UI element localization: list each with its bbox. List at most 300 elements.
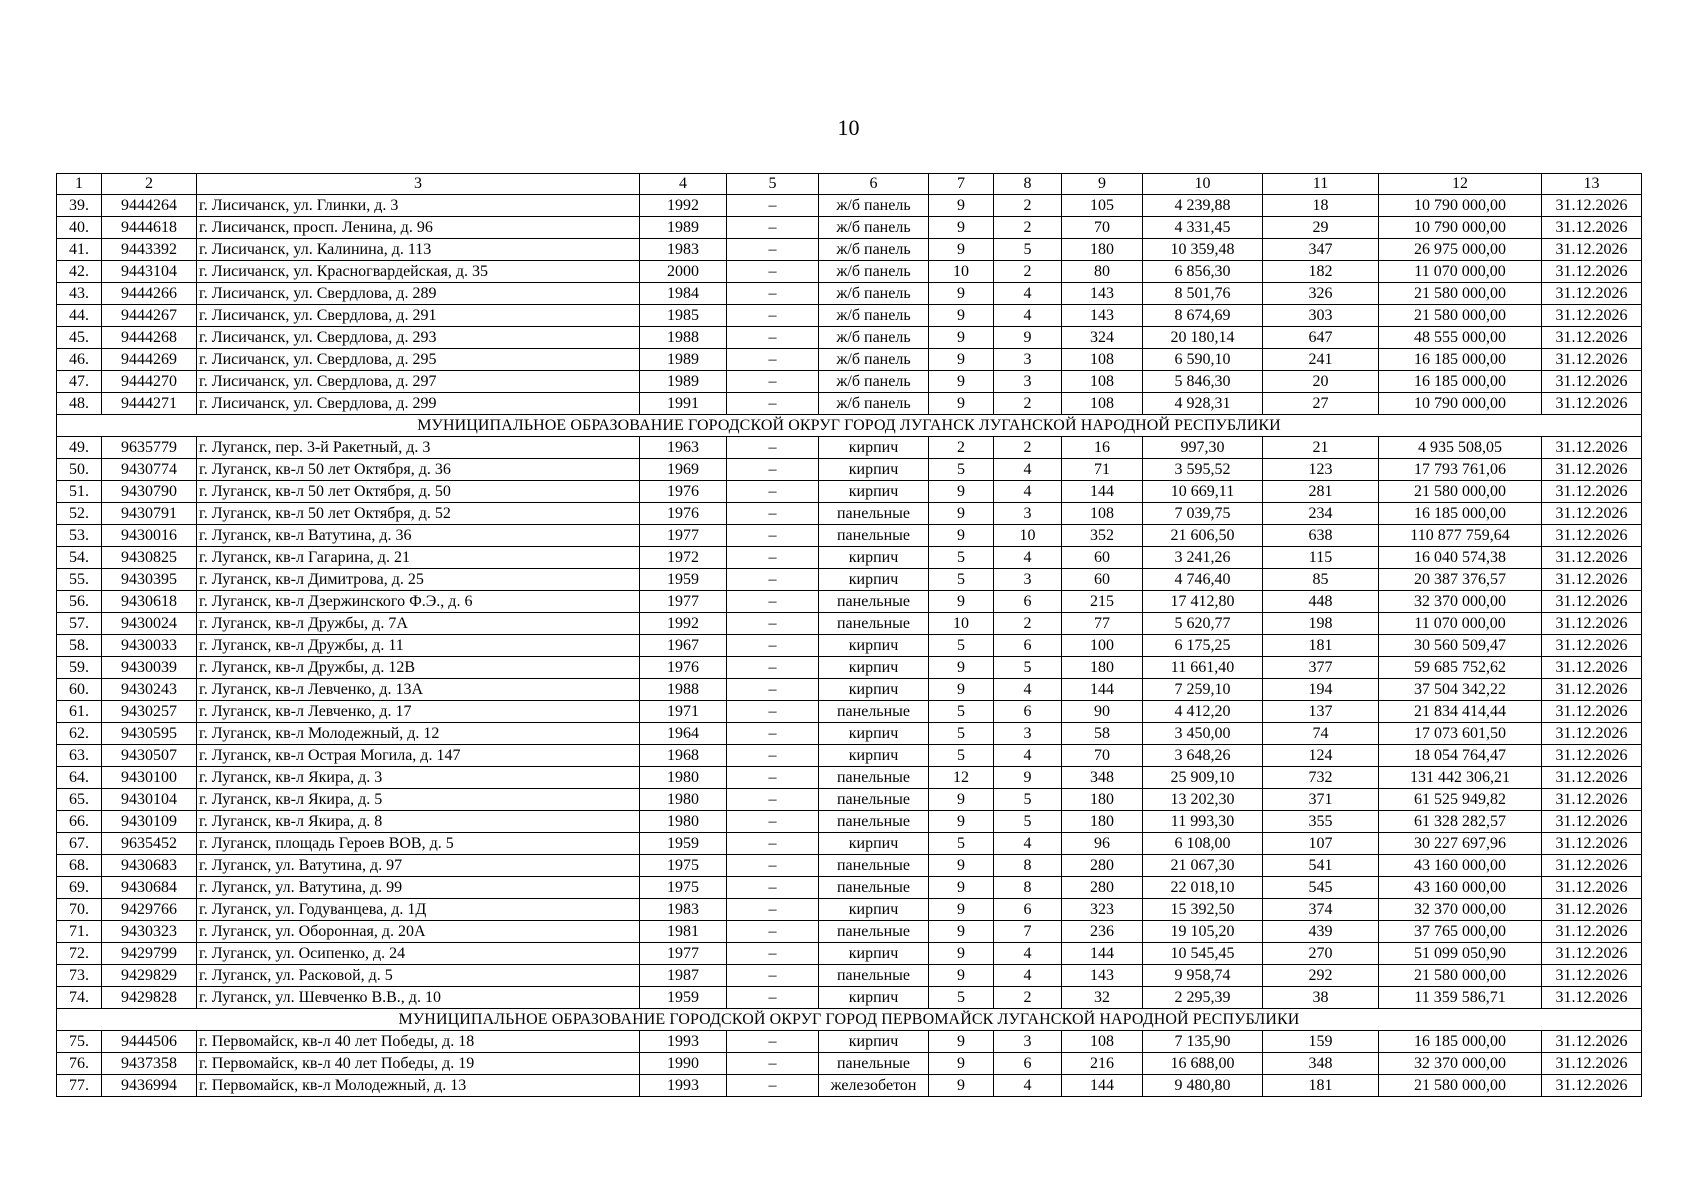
table-cell: г. Лисичанск, ул. Глинки, д. 3 [197, 195, 640, 217]
table-cell: 3 [994, 371, 1062, 393]
table-cell: 9430033 [102, 635, 197, 657]
table-cell: 10 359,48 [1143, 239, 1263, 261]
table-cell: г. Луганск, кв-л 50 лет Октября, д. 36 [197, 459, 640, 481]
table-cell: ж/б панель [819, 305, 929, 327]
table-cell: 17 412,80 [1143, 591, 1263, 613]
table-cell: – [727, 239, 819, 261]
table-cell: 1959 [640, 569, 727, 591]
table-cell: ж/б панель [819, 371, 929, 393]
table-cell: – [727, 1075, 819, 1097]
table-cell: 65. [57, 789, 102, 811]
table-cell: 2 [929, 437, 994, 459]
table-cell: 31.12.2026 [1542, 987, 1642, 1009]
table-cell: г. Лисичанск, ул. Свердлова, д. 289 [197, 283, 640, 305]
table-cell: 31.12.2026 [1542, 283, 1642, 305]
table-cell: 51 099 050,90 [1379, 943, 1542, 965]
table-cell: 105 [1062, 195, 1143, 217]
table-cell: 6 108,00 [1143, 833, 1263, 855]
table-cell: 43 160 000,00 [1379, 855, 1542, 877]
table-cell: – [727, 481, 819, 503]
table-cell: 71 [1062, 459, 1143, 481]
table-cell: 10 [994, 525, 1062, 547]
table-cell: 3 [994, 569, 1062, 591]
table-cell: 5 [994, 657, 1062, 679]
table-cell: 9635452 [102, 833, 197, 855]
table-cell: 10 669,11 [1143, 481, 1263, 503]
table-cell: 80 [1062, 261, 1143, 283]
section-title: МУНИЦИПАЛЬНОЕ ОБРАЗОВАНИЕ ГОРОДСКОЙ ОКРУГ ГОРОД ЛУГАНСК ЛУГАНСКОЙ НАРОДНОЙ РЕСПУБЛИКИ [57, 415, 1642, 437]
table-cell: г. Луганск, кв-л Якира, д. 8 [197, 811, 640, 833]
table-cell: 732 [1263, 767, 1379, 789]
table-cell: 31.12.2026 [1542, 327, 1642, 349]
table-cell: 1975 [640, 877, 727, 899]
table-cell: 32 370 000,00 [1379, 1053, 1542, 1075]
table-row [57, 811, 1642, 833]
table-cell: 48 555 000,00 [1379, 327, 1542, 349]
table-cell: 326 [1263, 283, 1379, 305]
table-cell: 74 [1263, 723, 1379, 745]
table-cell: ж/б панель [819, 393, 929, 415]
table-cell: 45. [57, 327, 102, 349]
table-cell: 439 [1263, 921, 1379, 943]
table-cell: 18 [1263, 195, 1379, 217]
table-cell: 9 [929, 921, 994, 943]
table-cell: 21 606,50 [1143, 525, 1263, 547]
table-cell: г. Луганск, ул. Осипенко, д. 24 [197, 943, 640, 965]
table-row [57, 679, 1642, 701]
table-cell: 143 [1062, 965, 1143, 987]
table-cell: 6 [994, 701, 1062, 723]
table-cell: кирпич [819, 943, 929, 965]
table-cell: 7 259,10 [1143, 679, 1263, 701]
table-cell: 123 [1263, 459, 1379, 481]
table-cell: кирпич [819, 657, 929, 679]
table-cell: 70 [1062, 745, 1143, 767]
table-cell: 9 [929, 1031, 994, 1053]
table-cell: панельные [819, 525, 929, 547]
table-cell: 9 [929, 899, 994, 921]
table-cell: 43. [57, 283, 102, 305]
table-cell: 371 [1263, 789, 1379, 811]
table-cell: – [727, 921, 819, 943]
table-cell: 1976 [640, 503, 727, 525]
table-cell: 85 [1263, 569, 1379, 591]
table-row [57, 437, 1642, 459]
table-cell: ж/б панель [819, 327, 929, 349]
table-cell: 31.12.2026 [1542, 437, 1642, 459]
table-row [57, 833, 1642, 855]
table-cell: г. Луганск, кв-л Левченко, д. 13А [197, 679, 640, 701]
table-cell: 4 928,31 [1143, 393, 1263, 415]
table-cell: 9430790 [102, 481, 197, 503]
table-cell: 1980 [640, 811, 727, 833]
housing-table [56, 173, 1642, 1097]
table-cell: 9429766 [102, 899, 197, 921]
table-cell: г. Первомайск, кв-л 40 лет Победы, д. 18 [197, 1031, 640, 1053]
table-cell: 1971 [640, 701, 727, 723]
table-row [57, 393, 1642, 415]
table-cell: – [727, 261, 819, 283]
table-cell: 6 175,25 [1143, 635, 1263, 657]
table-cell: г. Лисичанск, ул. Свердлова, д. 299 [197, 393, 640, 415]
table-row [57, 789, 1642, 811]
table-cell: 180 [1062, 789, 1143, 811]
table-cell: г. Луганск, кв-л Дзержинского Ф.Э., д. 6 [197, 591, 640, 613]
table-cell: 180 [1062, 239, 1143, 261]
table-row [57, 195, 1642, 217]
table-cell: 9444266 [102, 283, 197, 305]
table-cell: 2 [994, 987, 1062, 1009]
table-cell: г. Луганск, кв-л Левченко, д. 17 [197, 701, 640, 723]
table-cell: 9635779 [102, 437, 197, 459]
table-cell: – [727, 437, 819, 459]
table-cell: г. Лисичанск, ул. Свердлова, д. 293 [197, 327, 640, 349]
table-cell: 62. [57, 723, 102, 745]
table-cell: 6 [994, 591, 1062, 613]
table-cell: 159 [1263, 1031, 1379, 1053]
table-cell: кирпич [819, 569, 929, 591]
table-cell: 31.12.2026 [1542, 547, 1642, 569]
table-cell: 5 [929, 547, 994, 569]
table-cell: 215 [1062, 591, 1143, 613]
table-cell: 21 580 000,00 [1379, 283, 1542, 305]
table-cell: – [727, 503, 819, 525]
table-cell: 74. [57, 987, 102, 1009]
table-cell: кирпич [819, 437, 929, 459]
table-cell: 9 [929, 239, 994, 261]
table-cell: 69. [57, 877, 102, 899]
table-cell: 107 [1263, 833, 1379, 855]
table-cell: 31.12.2026 [1542, 921, 1642, 943]
table-cell: 647 [1263, 327, 1379, 349]
column-header: 8 [994, 174, 1062, 195]
table-cell: 1976 [640, 657, 727, 679]
table-cell: 9430825 [102, 547, 197, 569]
table-cell: 9 [929, 811, 994, 833]
table-cell: 4 239,88 [1143, 195, 1263, 217]
table-cell: – [727, 899, 819, 921]
table-row [57, 239, 1642, 261]
table-cell: 53. [57, 525, 102, 547]
table-cell: 19 105,20 [1143, 921, 1263, 943]
table-cell: 31.12.2026 [1542, 261, 1642, 283]
table-cell: 4 [994, 459, 1062, 481]
table-cell: 16 040 574,38 [1379, 547, 1542, 569]
table-cell: 143 [1062, 305, 1143, 327]
table-cell: – [727, 591, 819, 613]
table-cell: 352 [1062, 525, 1143, 547]
table-cell: 31.12.2026 [1542, 723, 1642, 745]
table-cell: 1989 [640, 349, 727, 371]
table-cell: 31.12.2026 [1542, 855, 1642, 877]
table-cell: 10 [929, 613, 994, 635]
table-cell: 3 241,26 [1143, 547, 1263, 569]
table-cell: 31.12.2026 [1542, 657, 1642, 679]
table-cell: 9430039 [102, 657, 197, 679]
table-cell: – [727, 569, 819, 591]
table-cell: 39. [57, 195, 102, 217]
table-cell: 58. [57, 635, 102, 657]
table-cell: 2 [994, 613, 1062, 635]
table-cell: 1989 [640, 371, 727, 393]
table-cell: ж/б панель [819, 283, 929, 305]
table-cell: – [727, 613, 819, 635]
table-cell: 20 387 376,57 [1379, 569, 1542, 591]
table-cell: 9 [929, 195, 994, 217]
page-number: 10 [837, 115, 860, 140]
table-cell: 31.12.2026 [1542, 899, 1642, 921]
table-cell: 5 [929, 701, 994, 723]
table-cell: 9430016 [102, 525, 197, 547]
column-header: 4 [640, 174, 727, 195]
table-cell: – [727, 349, 819, 371]
table-cell: 59. [57, 657, 102, 679]
table-row [57, 525, 1642, 547]
column-header: 9 [1062, 174, 1143, 195]
table-cell: 108 [1062, 393, 1143, 415]
table-row [57, 481, 1642, 503]
table-cell: 15 392,50 [1143, 899, 1263, 921]
table-cell: 10 790 000,00 [1379, 393, 1542, 415]
table-cell: 124 [1263, 745, 1379, 767]
table-cell: г. Луганск, кв-л 50 лет Октября, д. 50 [197, 481, 640, 503]
table-cell: 8 674,69 [1143, 305, 1263, 327]
table-cell: 5 [929, 459, 994, 481]
table-cell: 16 [1062, 437, 1143, 459]
table-cell: панельные [819, 767, 929, 789]
table-cell: 9430109 [102, 811, 197, 833]
table-cell: 96 [1062, 833, 1143, 855]
table-cell: 2 [994, 261, 1062, 283]
table-cell: 541 [1263, 855, 1379, 877]
table-cell: – [727, 679, 819, 701]
table-cell: 348 [1062, 767, 1143, 789]
table-cell: 1964 [640, 723, 727, 745]
table-cell: 11 359 586,71 [1379, 987, 1542, 1009]
table-cell: 30 560 509,47 [1379, 635, 1542, 657]
table-cell: 9 480,80 [1143, 1075, 1263, 1097]
table-cell: 9 [929, 481, 994, 503]
table-cell: – [727, 789, 819, 811]
table-cell: 1959 [640, 987, 727, 1009]
table-cell: 20 [1263, 371, 1379, 393]
table-cell: 5 [929, 833, 994, 855]
table-cell: 21 [1263, 437, 1379, 459]
table-cell: г. Первомайск, кв-л Молодежный, д. 13 [197, 1075, 640, 1097]
table-cell: 77 [1062, 613, 1143, 635]
table-cell: 26 975 000,00 [1379, 239, 1542, 261]
table-cell: 1977 [640, 943, 727, 965]
table-cell: 1967 [640, 635, 727, 657]
table-cell: – [727, 833, 819, 855]
table-cell: кирпич [819, 833, 929, 855]
table-cell: 31.12.2026 [1542, 877, 1642, 899]
table-cell: 5 [994, 789, 1062, 811]
table-row [57, 305, 1642, 327]
column-header: 3 [197, 174, 640, 195]
table-cell: 9444268 [102, 327, 197, 349]
table-cell: 1969 [640, 459, 727, 481]
table-cell: 4 [994, 283, 1062, 305]
column-header: 5 [727, 174, 819, 195]
table-cell: 180 [1062, 811, 1143, 833]
table-cell: ж/б панель [819, 349, 929, 371]
table-cell: 1987 [640, 965, 727, 987]
table-cell: 6 [994, 899, 1062, 921]
table-cell: – [727, 393, 819, 415]
table-cell: 38 [1263, 987, 1379, 1009]
table-cell: 1975 [640, 855, 727, 877]
table-cell: 4 [994, 547, 1062, 569]
table-cell: 58 [1062, 723, 1143, 745]
table-cell: г. Луганск, кв-л Гагарина, д. 21 [197, 547, 640, 569]
table-cell: ж/б панель [819, 195, 929, 217]
table-cell: 9 [929, 371, 994, 393]
table-cell: г. Лисичанск, просп. Ленина, д. 96 [197, 217, 640, 239]
table-cell: ж/б панель [819, 261, 929, 283]
table-cell: – [727, 371, 819, 393]
table-cell: 9 [929, 305, 994, 327]
table-cell: – [727, 525, 819, 547]
table-cell: 67. [57, 833, 102, 855]
table-cell: панельные [819, 855, 929, 877]
table-cell: 9 [929, 679, 994, 701]
table-cell: 9430024 [102, 613, 197, 635]
column-header: 12 [1379, 174, 1542, 195]
table-cell: панельные [819, 877, 929, 899]
table-cell: 1988 [640, 327, 727, 349]
table-cell: 9 [929, 1075, 994, 1097]
table-cell: 545 [1263, 877, 1379, 899]
table-cell: 73. [57, 965, 102, 987]
table-cell: 137 [1263, 701, 1379, 723]
table-cell: 9443392 [102, 239, 197, 261]
table-cell: 71. [57, 921, 102, 943]
table-cell: 61. [57, 701, 102, 723]
table-cell: 52. [57, 503, 102, 525]
table-cell: 76. [57, 1053, 102, 1075]
table-cell: 9436994 [102, 1075, 197, 1097]
table-cell: 280 [1062, 877, 1143, 899]
table-cell: 347 [1263, 239, 1379, 261]
table-row [57, 877, 1642, 899]
table-cell: 9444264 [102, 195, 197, 217]
table-cell: 49. [57, 437, 102, 459]
table-cell: 59 685 752,62 [1379, 657, 1542, 679]
table-cell: 9430100 [102, 767, 197, 789]
table-cell: 131 442 306,21 [1379, 767, 1542, 789]
table-cell: 1980 [640, 789, 727, 811]
table-cell: 8 501,76 [1143, 283, 1263, 305]
table-cell: 46. [57, 349, 102, 371]
table-cell: 9 [994, 327, 1062, 349]
table-cell: – [727, 965, 819, 987]
table-cell: 51. [57, 481, 102, 503]
table-cell: 48. [57, 393, 102, 415]
table-cell: г. Луганск, кв-л Ватутина, д. 36 [197, 525, 640, 547]
table-cell: – [727, 635, 819, 657]
table-cell: – [727, 657, 819, 679]
table-cell: 55. [57, 569, 102, 591]
table-cell: 9430104 [102, 789, 197, 811]
table-cell: 198 [1263, 613, 1379, 635]
table-cell: 7 039,75 [1143, 503, 1263, 525]
table-cell: 47. [57, 371, 102, 393]
table-cell: – [727, 877, 819, 899]
table-cell: 4 [994, 305, 1062, 327]
table-cell: панельные [819, 965, 929, 987]
table-cell: 61 328 282,57 [1379, 811, 1542, 833]
table-cell: 1963 [640, 437, 727, 459]
table-cell: 9 [929, 525, 994, 547]
table-cell: 7 [994, 921, 1062, 943]
table-cell: – [727, 459, 819, 481]
table-cell: 182 [1263, 261, 1379, 283]
table-cell: г. Луганск, кв-л Якира, д. 5 [197, 789, 640, 811]
table-cell: панельные [819, 811, 929, 833]
table-cell: кирпич [819, 899, 929, 921]
table-row [57, 371, 1642, 393]
table-cell: 21 580 000,00 [1379, 481, 1542, 503]
table-cell: г. Луганск, ул. Шевченко В.В., д. 10 [197, 987, 640, 1009]
table-cell: 5 [929, 569, 994, 591]
table-cell: 1985 [640, 305, 727, 327]
table-cell: 323 [1062, 899, 1143, 921]
table-cell: 31.12.2026 [1542, 459, 1642, 481]
table-cell: 234 [1263, 503, 1379, 525]
table-cell: 9430684 [102, 877, 197, 899]
table-cell: г. Луганск, кв-л Дружбы, д. 11 [197, 635, 640, 657]
table-cell: 4 746,40 [1143, 569, 1263, 591]
table-cell: 29 [1263, 217, 1379, 239]
table-cell: 21 580 000,00 [1379, 965, 1542, 987]
table-cell: панельные [819, 591, 929, 613]
table-row [57, 591, 1642, 613]
table-cell: 6 590,10 [1143, 349, 1263, 371]
table-cell: 31.12.2026 [1542, 503, 1642, 525]
column-header: 13 [1542, 174, 1642, 195]
table-cell: 181 [1263, 1075, 1379, 1097]
table-cell: г. Луганск, ул. Годуванцева, д. 1Д [197, 899, 640, 921]
column-header: 2 [102, 174, 197, 195]
table-cell: 90 [1062, 701, 1143, 723]
table-cell: 9 [929, 327, 994, 349]
table-cell: 181 [1263, 635, 1379, 657]
table-cell: кирпич [819, 745, 929, 767]
table-row [57, 1031, 1642, 1053]
table-cell: 4 [994, 679, 1062, 701]
table-row [57, 327, 1642, 349]
table-cell: 32 370 000,00 [1379, 591, 1542, 613]
table-cell: 9 [929, 789, 994, 811]
table-cell: 31.12.2026 [1542, 833, 1642, 855]
table-cell: ж/б панель [819, 217, 929, 239]
table-cell: 66. [57, 811, 102, 833]
table-cell: 9 [929, 943, 994, 965]
table-cell: 60 [1062, 547, 1143, 569]
table-cell: 3 648,26 [1143, 745, 1263, 767]
table-cell: 1983 [640, 899, 727, 921]
table-cell: 143 [1062, 283, 1143, 305]
table-cell: г. Луганск, пер. 3-й Ракетный, д. 3 [197, 437, 640, 459]
table-cell: 11 070 000,00 [1379, 613, 1542, 635]
table-cell: 41. [57, 239, 102, 261]
table-cell: 144 [1062, 1075, 1143, 1097]
column-header: 1 [57, 174, 102, 195]
table-cell: 4 [994, 833, 1062, 855]
table-cell: 9444267 [102, 305, 197, 327]
table-row [57, 987, 1642, 1009]
